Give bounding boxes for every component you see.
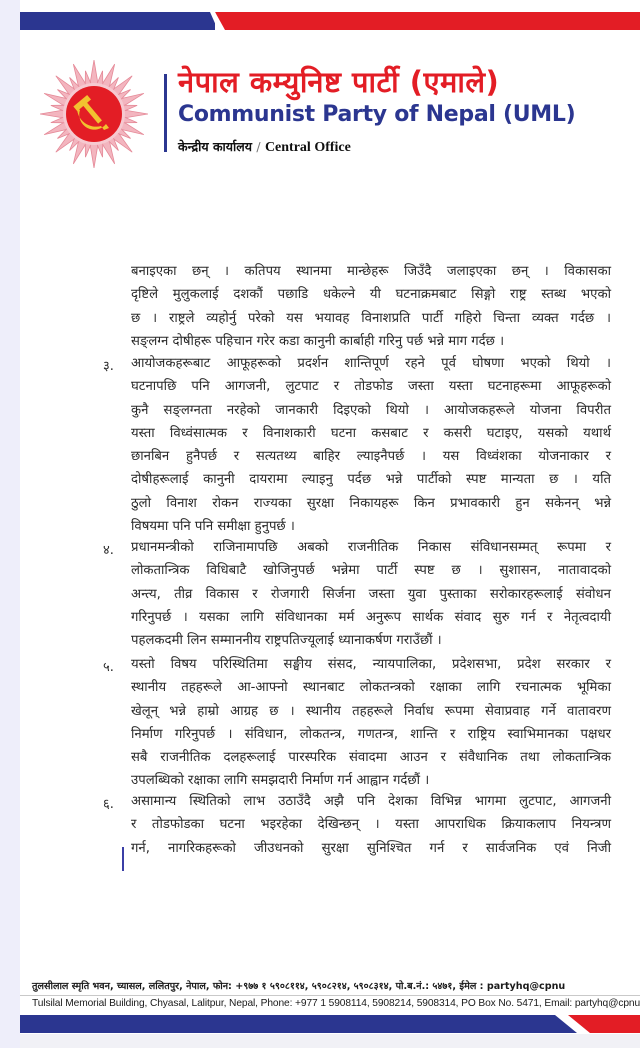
point-6-paragraph [131, 790, 611, 860]
text-line: आयोजकहरूबाट आफूहरूको प्रदर्शन शान्तिपूर्ण रहने पूर्व घोषणा भएको थियो । [131, 356, 611, 371]
text-line: स्थानीय तहहरूले आ-आफ्नो स्थानबाट लोकतन्त्रको रक्षाका लागि रचनात्मक भूमिका [131, 680, 611, 696]
text-line: सबै राजनीतिक दलहरूलाई पारस्परिक संवादमा आउन र संवैधानिक तथा लोकतान्त्रिक [131, 750, 611, 766]
footer-bar-blue [20, 1015, 580, 1033]
point-3-paragraph [131, 352, 611, 538]
header-bar-blue [20, 12, 215, 30]
text-line: लोकतान्त्रिक विधिबाटै खोजिनुपर्छ भन्नेमा पार्टी स्पष्ट छ । सुशासन, नातावादको [131, 563, 611, 579]
header-divider [164, 74, 167, 152]
office-label-english: Central Office [264, 140, 351, 155]
text-line: असामान्य स्थितिको लाभ उठाउँदै अझै पनि देशका विभिन्न भागमा लुटपाट, आगजनी [131, 794, 611, 809]
text-line: सङ्लग्न दोषीहरू पहिचान गरेर कडा कानुनी कार्बाही गरिनु पर्छ भन्ने माग गर्दछ । [131, 333, 505, 349]
text-line: यस्ता विध्वंसात्मक र विनाशकारी घटना कसबाट र कसरी घटाइए, यसको यथार्थ [131, 425, 611, 441]
intro-paragraph [131, 260, 611, 353]
text-line: पहलकदमी लिन सम्माननीय राष्ट्रपतिज्यूलाई ध्यानाकर्षण गराउँछौं । [131, 633, 442, 649]
header-color-bar [20, 12, 640, 30]
text-line: कुनै सङ्लग्नता नरहेको जानकारी दिइएको थियो । आयोजकहरूले योजना विपरीत [131, 402, 611, 418]
footer-address-nepali: तुलसीलाल स्मृति भवन, च्यासल, ललितपुर, नेपाल, फोन: +९७७ १ ५९०८११४, ५९०८२१४, ५९०८३१४, पो.ब.नं.: ५४७१, ईमेल : partyhq@cpnu [32, 981, 566, 992]
party-emblem-icon [40, 60, 148, 168]
text-line: छ । राष्ट्रले व्यहोर्नु परेको यस भयावह विनाशप्रति पार्टी गहिरो चिन्ता व्यक्त गर्दछ । [131, 310, 611, 326]
text-line: दृष्टिले मुलुकलाई दशकौं पछाडि धकेल्ने यी घटनाक्रमबाट सिङ्गो राष्ट्र स्तब्ध भएको [131, 287, 611, 303]
text-line: र तोडफोडका घटना भइरहेका देखिन्छन् । यस्ता आपराधिक क्रियाकलाप नियन्त्रण [131, 817, 611, 833]
text-line: दोषीहरूलाई कानुनी दायरामा ल्याइनु पर्दछ भन्ने पार्टीको स्पष्ट मान्यता छ । यति [131, 472, 611, 488]
office-label [178, 138, 351, 156]
office-label-separator: / [256, 139, 261, 154]
text-line: उपलब्धिको रक्षाका लागि समझदारी निर्माण गर्न आह्वान गर्दछौं । [131, 773, 430, 789]
text-line: निर्माण गरिनुपर्छ । संविधान, लोकतन्त्र, गणतन्त्र, शान्ति र राष्ट्रिय स्वाभिमानका पक्षधर [131, 726, 611, 742]
point-4-paragraph [131, 536, 611, 652]
text-line: गरिनुपर्छ । यसका लागि संविधानका मर्म अनुरूप सार्थक संवाद सुरु गर्न र नेतृत्वदायी [131, 609, 611, 625]
text-line: यस्तो विषय परिस्थितिमा सङ्घीय संसद, न्यायपालिका, प्रदेशसभा, प्रदेश सरकार र [131, 657, 611, 672]
point-number: ४. [103, 543, 114, 558]
party-name-english: Communist Party of Nepal (UML) [178, 102, 576, 127]
text-line: छानबिन हुनैपर्छ र सत्यतथ्य बाहिर ल्याइनैपर्छ । यस विध्वंशका योजनाकार र [131, 449, 611, 465]
text-line: बनाइएका छन् । कतिपय स्थानमा मान्छेहरू जिउँदै जलाइएका छन् । विकासका [131, 264, 611, 279]
point-number: ३. [103, 359, 114, 374]
text-line: प्रधानमन्त्रीको राजिनामापछि अबको राजनीतिक निकास संविधानसम्मत् रूपमा र [131, 540, 611, 555]
text-line: गर्न, नागरिकहरूको जीउधनको सुरक्षा सुनिश्चित गर्न र सार्वजनिक एवं निजी [131, 840, 611, 856]
header-bar-red [210, 12, 640, 30]
page-bottom-edge [20, 1034, 640, 1048]
text-line: अन्त्य, तीव्र विकास र रोजगारी सिर्जना जस्ता युवा पुस्ताका सरोकारहरूलाई संवोधन [131, 586, 611, 602]
text-line: घटनापछि पनि आगजनी, लुटपाट र तोडफोड जस्ता यस्ता घटनाहरूमा आफूहरूको [131, 379, 611, 395]
point-number: ५. [103, 660, 114, 675]
text-line: खेलून् भन्ने हाम्रो आग्रह छ । स्थानीय तहहरूले निर्वाध रूपमा सेवाप्रवाह गर्ने वातावरण [131, 703, 611, 719]
text-line: विषयमा पनि पनि समीक्षा हुनुपर्छ । [131, 519, 295, 535]
footer-address-english: Tulsilal Memorial Building, Chyasal, Lalitpur, Nepal, Phone: +977 1 5908114, 5908214, 5908314, PO Box No. 5471, Email: partyhq@cpnu [32, 998, 640, 1009]
office-label-nepali: केन्द्रीय कार्यालय [178, 139, 252, 154]
text-cursor [122, 847, 124, 871]
footer-divider [20, 995, 640, 996]
text-line: ठुलो विनाश रोकन राज्यका सुरक्षा निकायहरू किन प्रभावकारी हुन सकेनन् भन्ने [131, 495, 611, 511]
party-name-nepali: नेपाल कम्युनिष्ट पार्टी (एमाले) [178, 65, 500, 99]
footer-color-bar [20, 1015, 640, 1033]
point-5-paragraph [131, 653, 611, 793]
point-number: ६. [103, 797, 114, 812]
